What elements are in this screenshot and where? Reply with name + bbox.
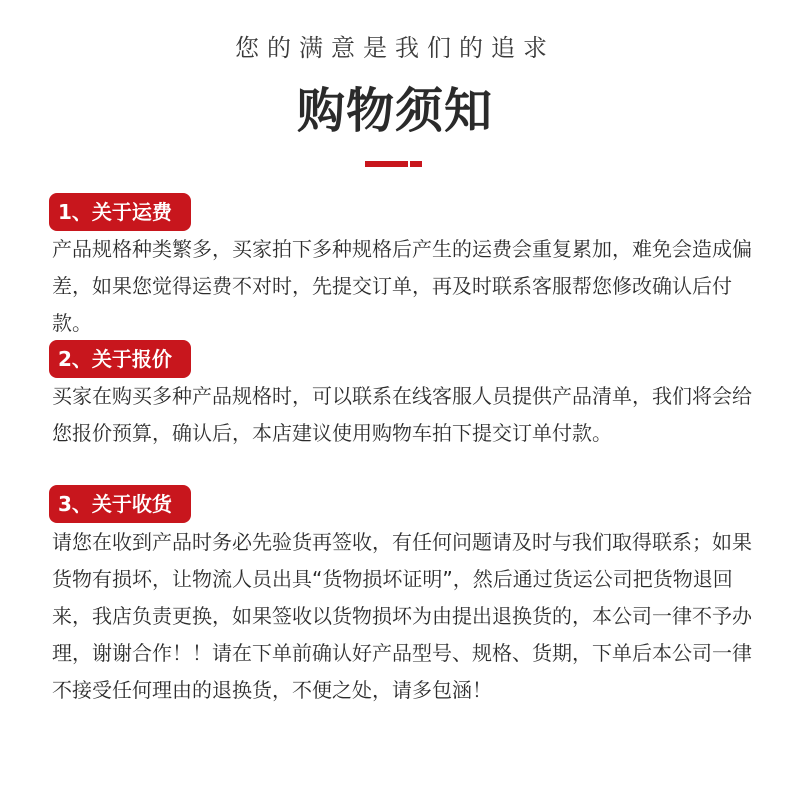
section-text-shipping: 产品规格种类繁多，买家拍下多种规格后产生的运费会重复累加，难免会造成偏差，如果您觉得运费不对时，先提交订单，再及时联系客服帮您修改确认后付款。 <box>52 237 752 335</box>
section-text-quote: 买家在购买多种产品规格时，可以联系在线客服人员提供产品清单，我们将会给您报价预算，确认后，本店建议使用购物车拍下提交订单付款。 <box>52 384 752 445</box>
section-text-receipt: 请您在收到产品时务必先验货再签收，有任何问题请及时与我们取得联系；如果货物有损坏，让物流人员出具“货物损坏证明”，然后通过货运公司把货物退回来，我店负责更换，如果签收以货物损坏为由提出退换货的，本公司一律不予办理，谢谢合作！！请在下单前确认好产品型号、规格、货期，下单后本公司一律不接受任何理由的退换货，不便之处，请多包涵！ <box>52 530 752 702</box>
page-subtitle: 您的满意是我们的追求 <box>235 34 555 62</box>
section-badge-receipt: 3、关于收货 <box>49 485 191 523</box>
title-divider <box>365 161 422 167</box>
page-title: 购物须知 <box>296 83 493 139</box>
section-badge-shipping: 1、关于运费 <box>49 193 191 231</box>
section-badge-quote: 2、关于报价 <box>49 340 191 378</box>
